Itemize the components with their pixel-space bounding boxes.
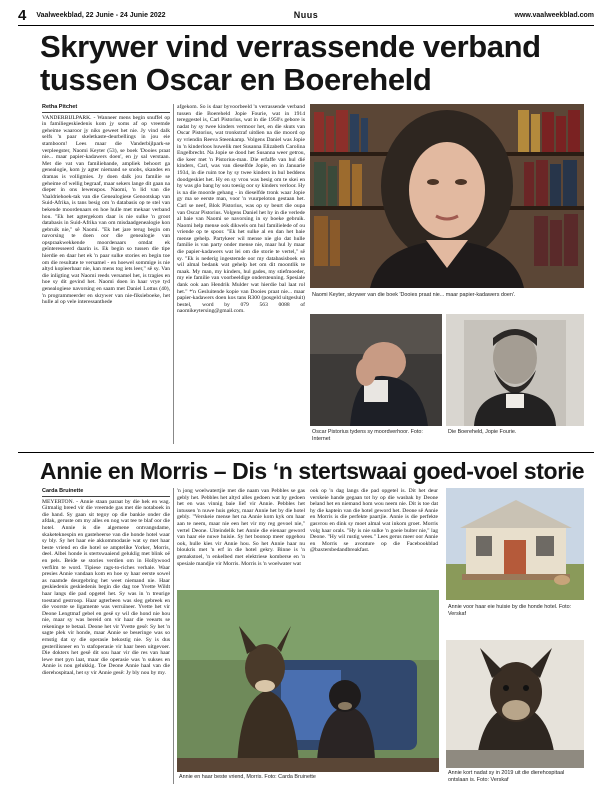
article2-text-col1: MEYERTON. - Annie staan paraat by die hek en wag. Gitmalig breed vir die vreemde gas met die notaboek in die hand. Sy gaan sit tegoy op die bankie onder die afdak, geruste om my alles en nog wat tee te blaf oor die hotel. Annie is die algemene ontvangsdame, skaketeknespin en gasteheerse van die honde hotel waar sy bly. Sy het haar eie akkommodasie wat sy met haar beste vriend en die hotel se amptelike Yorker, Morris, deel. Albei honde is stertswaaiend geluklig met blink oë en pels. Beide se stories verdien om in Hollywood verfilm te word. Tipiese rags-to-riches verhale. Waar presies Annie vandaan kom en hoe sy haar eerste sowel as naamde deurgebring het weet niemand nie. Haar geskiedenis geskiedenis begin die dag toe Yvette Wildt haar langs die pad opgetel het. Sy was in 'n treurige toestand gestroop. Haar agterbeen was sleg gebreek en die voorste se ligamente was verruïneer. Yvette het vir Deone Lengtmaf gebel en gesê sy wil die hond nie hou nie, maar sy was bereid om vir haar die veearts se rekeninge te betaal. Deone het vir Yvette gesê: Sy het 'n sagte plek vir honde, maar Annie se beseringe was so ernstig dat sy die operasie bekostig nie. Sy is dus gesterilisneer en 'n stafoperasie vir haar been uitgevoer. Die dokters het gesê dit sou haar vir die res van haar lewe met pyn laat, maar die operasie was 'n sukses en Annie is nou gelukkig. Toe Deone Annie haal van die dierehospitaal, het sy vir Annie gesê: Jy bly nou by my. [42,498,170,677]
annie-puppy-photo [446,640,584,768]
annie-morris-photo-caption: Annie en haar beste vriend, Morris. Foto: Carda Bruinette [179,774,316,780]
website-url[interactable]: www.vaalweekblad.com [514,11,594,19]
oscar-pistorius-photo [310,314,442,426]
article2-text-col3: ook op 'n dag langs die pad opgetel is. Dit het deur verskeie hande gegaan tot hy op die wasbak by Deone beland het en niemand hom wou neem nie. Dit is toe dat hy die kaptein van die hotel geword het. Deone sê Annie en Morris is die perfekte paartjie. Annie is die perfekte gasvrou en dink sy moet almal wat inkom groet. Morris volg haar orals. "Hy is nie sulke 'n goeie bulter nie," lag Deone. "Hy wil rustig wees." Lees gerus meer oor Annie en Morris se avonture op die Facebookblad @baxtersbedandbreakfast. [310,488,438,554]
annie-and-morris-photo [177,590,439,772]
header-divider [18,25,594,26]
article2-headline: Annie en Morris – Dis ‘n stertswaai goed-voel storie [40,458,585,484]
annie-cottage-photo [446,488,584,600]
article2-column-1 [42,488,170,784]
article1-column-2 [177,104,305,446]
oscar-photo-caption: Oscar Pistorius tydens sy moordverhoor. Foto: Internet [312,429,423,442]
page-number: 4 [18,6,27,24]
naomi-keyter-photo [310,104,584,288]
article1-headline [40,30,590,96]
puppy-photo-caption: Annie kort nadat sy in 2019 uit die dierehospitaal ontslaan is. Foto: Verskaf [448,770,565,783]
article1-headline-line1: Skrywer vind verrassende verband [40,29,541,64]
cottage-photo-caption: Annie voor haar eie huisie by die honde hotel. Foto: Verskaf [448,604,572,617]
article1-text-col1: VANDERBIJLPARK. - Wanneer mens begin snuffel op in familiegeskiedenis kom jy soms af op vreemde geheime waaroor jy niks geweet het nie. Jy vind dalk selfs 'n paar skeletkaste-deurbellings in jou eie stamboom! Lees maar die Vanderbijlpark-se verpleegster, Naomi Keyter (53), se boek 'Dooies praat nie... maar papier-kadawers doen', en jy sal verstaan. Met die vat van familiebande, ampliek behoort ga genealogie, kom jy agter niemand se snobs, skandes en dramas is volligmies. Jy doen dalk jou familie se geheime of wellig begraaf, maar sekers lange dit gaan na dieper in ons lewenspos. Naomi, 'n lid van die Vaaldriehoek-tak van die Genealogiese Genootskap van Suid-Afrika, is tans besig om 'n databasis op te stel van bekende moordenaars en hoe hulle met mekaar verband hou. "Ek het agtergekom daar is nie sulke 'n groot databasis in Suid-Afrika van om misdaadgenealogie kon gebruik nie," sê Naomi. "Ek het jare terug begin om navorsing te doen oor die genealogie van opspraakwekkende moordenaars omdat ek geïnteresseerd daarin is. Ek begin so tussen die tipe hierdie en daar het ek 'n paar sulke stories en begin toe om die resultate te versamel - en hoewel sommige is nie altyd kopieerbaar nie, kan mens tog iets leer," sê sy. Van die inligting wat Naomi reeds versamel het, is tragies en hoe sy dit gevind het. Naomi doen in haar vrye tyd genealogiese navorsing en saam met Daniel Lottus (40), 'n programmeerder en skrywer van nie-fiksieboeke, het hulle al op vele interessanthede [42,114,170,306]
naomi-photo-caption: Naomi Keyter, skrywer van die boek 'Dooies praat nie... maar papier-kadawers doen'. [312,292,516,298]
article2-text-col2: 'n jong woelwatertjie met die naam van Pebbles se gas gebly het. Pebbles het altyd alles gedoen wat hy gedoen het en was vinnig baie lief vir Annie. Pebbles het intussen 'n nuwe huis gekry, maar Annie het by die hotel gebly. "Verskeie mense het na Annie kom kyk om haar aan te neem, maar nie een het vir my reg gevoel nie," vertel Deone. Uiteindelik het Annie die eienaar geword van haar eie nuwe huisie. Sy het boonop meer opgehou ook, hulle kies vir Annie hou. So het Annie haar nu bloukris met 'n erf in die hotel gekry. Binne is 'n gemakstoel, 'n enkelbed met elektriese komberse en 'n spesiale mandjie vir Morris. Morris is 'n woelwater wat [177,488,305,567]
article2-column-2 [177,488,305,584]
article2-column-3 [310,488,438,584]
column-divider [173,488,174,784]
column-divider [173,104,174,444]
article-divider [18,452,594,453]
article2-byline: Carda Bruinette [42,488,170,497]
article1-text-col2: afgekom. So is daar byvoorbeeld 'n verrassende verband tussen die Boereheld Jopie Fourie, wat in 1914 tereggestel is, Carl Pistorius, wat in die 1950's gebore is nadat hy sy twee kinders vermoor het, en die skuts van Oscar Pistorius, wat tronkstraf uitdien na die moord op sy vriendin Reeva Steenkamp. Volgens Daniel was Jopie in 'n kinderloos huwelik met Susanna Elizabeth Carolina Engelbrecht. Na Jopie se dood het Susanna weer getrou, die keer met 'n Pistorius-man. Die erfaffe van hul dié kinders, Carl, was van dieselfde Jopie, en in Januarie 1934, in die ruim toe hy sy twee kinders in hul beddens doodgeskiet het. Hy en sy vrou was besig om te skei en hy was glo bang hy sou toesig oor sy kinders verloor. Hy is na die moorde gehang - in dieselfde tronk waar Jopie gy ma se eerste man, voor 'n vuurpeloton gestaan het. Carl se neef, Blok Pistorius, was op sy beurt die oupa van Oscar Pistorius. Volgens Daniel het hy in die verlede al baie van Naomi se navorsing in sy boeke gebruik. Naomi help mense ook dikwels om hul familielede of ou vriende op te spoor. "Ek het sulke al en dan het baie mense gehelp. Partykeer wil mense nie glo dat hulle familie is van party onder mense nie, maar hul ly maar die papier-kadawers wat lei om die storie te vertel," sê sy. "Ek is nederig ingestemde oor my databasisboek en wil almal bedank wat gehelp het om dit moontlik te maak. My man, my kinders, hul gades, my stiefmoeder, my eie familie van voorbeeldige ondersteuning. Spesiale dank ook aan Hendrik Mulder wat hierdie bal laat rol het." *'n Gesluitende kopie van Dooies praat nie... maar papier-kadawers doen kos tans R300 (posgeld uitgesluit) bestel, word by 079 563 0088 of naomikeytersing@gmail.com. [177,104,305,315]
publication-date: Vaalweekblad, 22 Junie - 24 Junie 2022 [36,11,166,19]
article1-column-1 [42,104,170,446]
jopie-fourie-photo [446,314,584,426]
section-name: Nuus [293,10,319,20]
jopie-photo-caption: Die Boereheld, Jopie Fourie. [448,429,517,435]
page-header [18,6,594,24]
article1-headline-line2: tussen Oscar en Boereheld [40,62,432,97]
article1-byline: Retha Pitchet [42,104,170,113]
